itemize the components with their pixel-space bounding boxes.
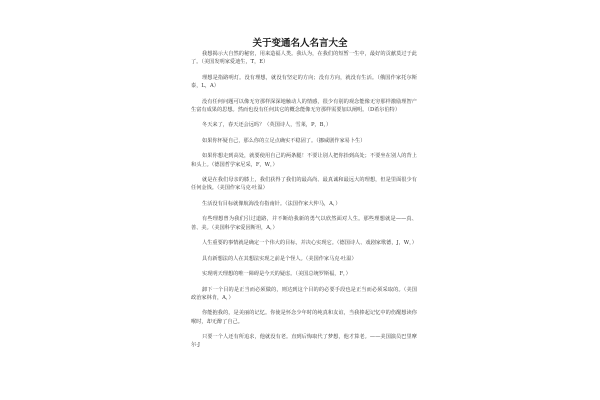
quote-paragraph: 你能抱我的，是美丽的记忆。你使是怀念少年时的纯真和友谊，当我捧起记忆中的伤醒想读你喉时，却无醉了自己。: [191, 310, 417, 325]
quote-paragraph: 如果你怀疑自己，那么你的立足点确实不稳固了。（挪威剧作家易卜生）: [202, 137, 366, 144]
quote-paragraph: 只要一个人还有所追求，他就没有老。直到后悔取代了梦想，他才算老。——美国演员巴里摩尔·J: [191, 334, 417, 349]
quote-paragraph: 人生重要的事情就是确定一个伟大的目标，并决心实现它。（德国诗人、戏剧家歌德，J，W，）: [202, 240, 417, 247]
quote-paragraph: 冬天来了，春天还会远吗？（英国诗人，雪莱，P，B，）: [202, 122, 332, 129]
quote-paragraph: 如果你想走到高处，就要使用自己的两条腿！不要让别人把你抬到高处；不要坐在别人的背上和头上。（德国哲学家尼采，F，W，）: [191, 153, 417, 168]
quote-paragraph: 有些理想曾为我们引过道路，并不断给我新的勇气以欣然面对人生。那些理想就是——真、善、美。（美国科学家爱因斯坦，A，）: [191, 216, 417, 231]
quote-paragraph: 生活没有目标就像航海没有指南针。（法国作家大仲马，A，）: [202, 200, 341, 207]
quote-paragraph: 具有新想法的人在其想法实现之前是个怪人。（美国作家马克·吐温）: [202, 255, 357, 262]
quote-paragraph: 没有任何问题可以像无穷那样深深地触动人的情感，很少有别的观念能像无穷那样激励理智产生富有成果的思想。然而也没有任何其它的概念能像无穷那样需要加以阐明。（D希尔伯特）: [191, 98, 417, 113]
document-title: 关于变通名人名言大全: [252, 38, 348, 49]
quote-paragraph: 实现明天理想的唯一障碍是今天的疑虑。（美国总统罗斯福，F，）: [202, 271, 351, 278]
quote-paragraph: 就是在我们母亲的膝上，我们获得了我们的最高尚、最真诚和最远大的理想，但是里面很少有任何金钱。（美国作家马克·吐温）: [191, 177, 417, 192]
quote-paragraph: 我想揭示大自然的秘密，用来造福人类。我认为，在我们的短暂一生中，最好的贡献莫过于此了。（美国发明家爱迪生，T，E）: [191, 51, 417, 66]
quote-paragraph: 卸下一个目的是正当而必须做的，则达到这个目的的必要手段也是正当而必须采取的。（美国政治家林肯，A，）: [191, 286, 417, 301]
document-body: [191, 50, 417, 357]
quote-paragraph: 理想是指路明灯。没有理想，就没有坚定的方向；没有方向，就没有生活。（俄国作家托尔斯泰，L，A）: [191, 74, 417, 90]
